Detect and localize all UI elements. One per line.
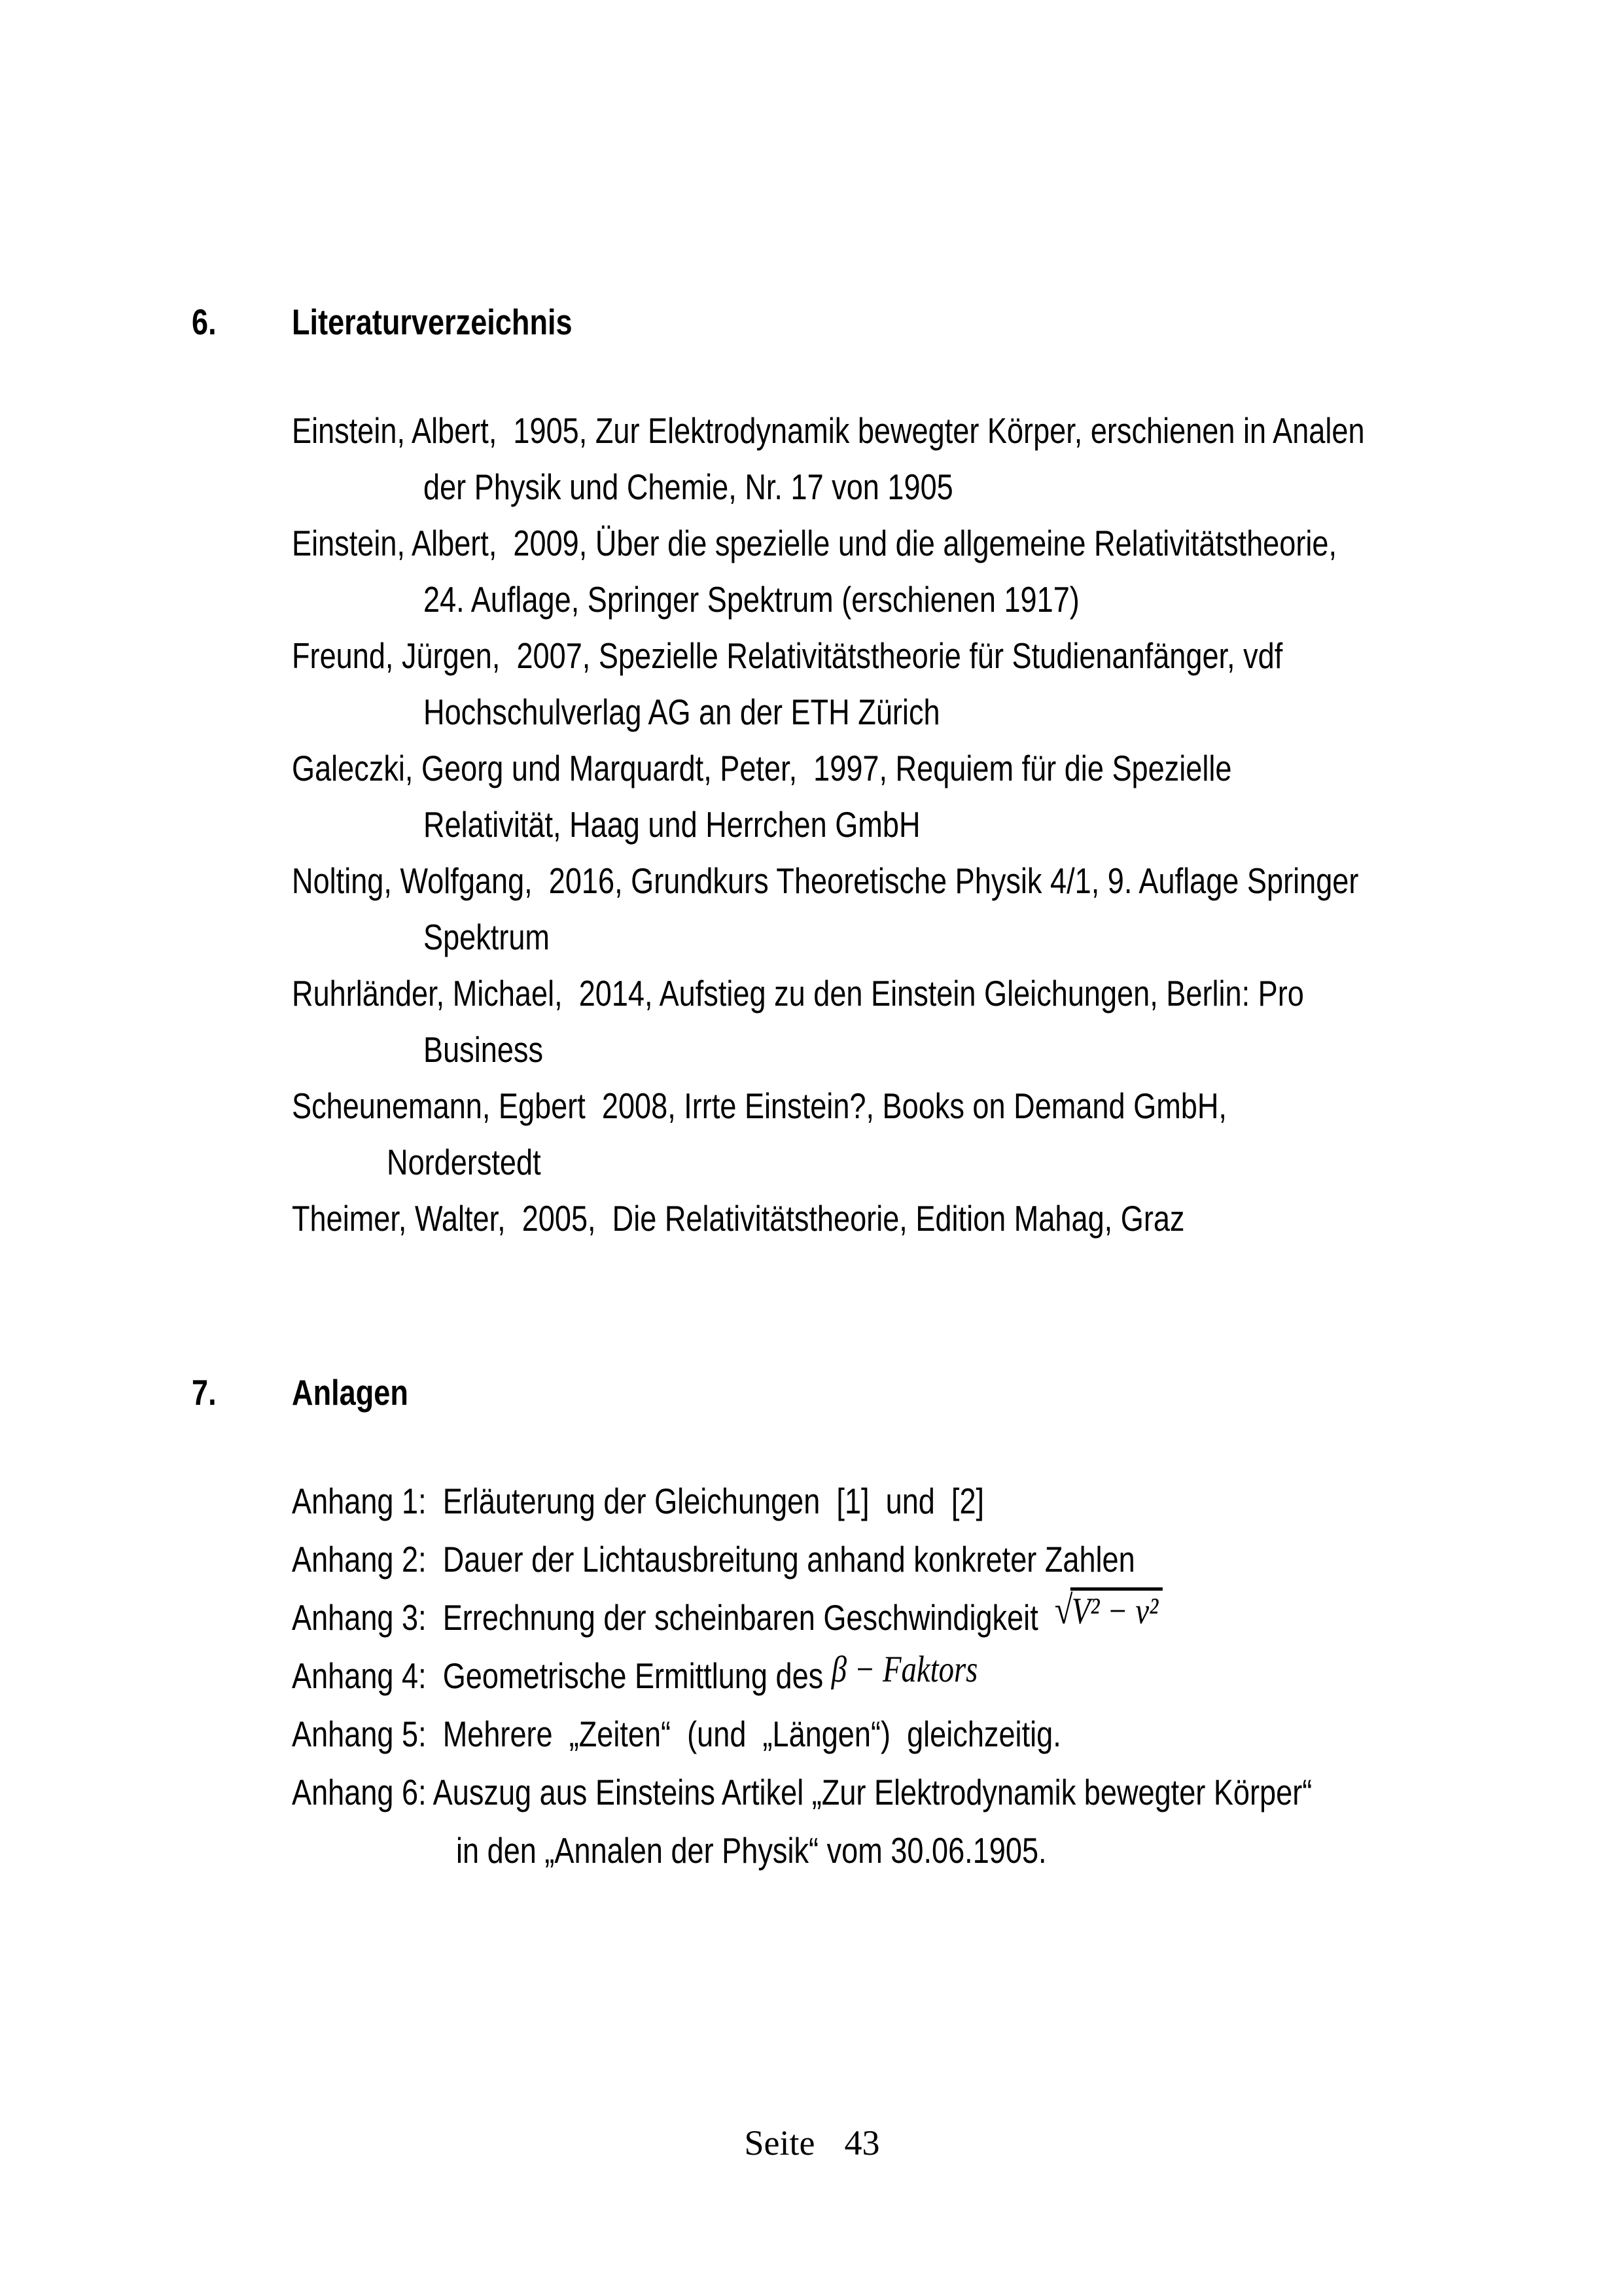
bibliography-list — [292, 402, 1600, 1246]
appendix-line-continuation: in den „Annalen der Physik“ vom 30.06.1905. — [456, 1830, 1047, 1871]
reference-line: Theimer, Walter, 2005, Die Relativitätstheorie, Edition Mahag, Graz — [292, 1198, 1185, 1239]
reference-line: Norderstedt — [387, 1142, 541, 1182]
reference-line: der Physik und Chemie, Nr. 17 von 1905 — [423, 467, 953, 507]
reference-line: Business — [423, 1029, 544, 1070]
reference-line: Ruhrländer, Michael, 2014, Aufstieg zu den Einstein Gleichungen, Berlin: Pro — [292, 973, 1304, 1014]
reference-line: Nolting, Wolfgang, 2016, Grundkurs Theoretische Physik 4/1, 9. Auflage Springer — [292, 860, 1359, 901]
footer-page-number: 43 — [844, 2123, 880, 2163]
footer-page-label: Seite — [744, 2123, 815, 2163]
reference-line: Spektrum — [423, 917, 550, 957]
appendix-list — [292, 1472, 1536, 1880]
appendix-line: Anhang 6: Auszug aus Einsteins Artikel „Zur Elektrodynamik bewegter Körper“ — [292, 1772, 1313, 1812]
appendix-line: Anhang 3: Errechnung der scheinbaren Geschwindigkeit √V² − v² — [292, 1589, 1536, 1647]
appendix-line: Anhang 2: Dauer der Lichtausbreitung anhand konkreter Zahlen — [292, 1539, 1135, 1580]
radicand: V² − v² — [1070, 1587, 1162, 1631]
appendix-line: Anhang 4: Geometrische Ermittlung des β − Faktors — [292, 1649, 978, 1696]
sqrt-formula — [1055, 1587, 1163, 1631]
reference-line: Hochschulverlag AG an der ETH Zürich — [423, 692, 940, 732]
beta-factor-formula: β − Faktors — [831, 1649, 978, 1690]
appendix-line: Anhang 1: Erläuterung der Gleichungen [1] und [2] — [292, 1481, 985, 1521]
section-7-number: 7. — [192, 1372, 217, 1413]
reference-line: Galeczki, Georg und Marquardt, Peter, 1997, Requiem für die Spezielle — [292, 748, 1232, 788]
section-6-number: 6. — [192, 302, 217, 342]
radical-sign: √ — [1054, 1588, 1071, 1633]
page-footer — [0, 2123, 1624, 2163]
section-6-title: Literaturverzeichnis — [292, 302, 573, 342]
reference-line: Freund, Jürgen, 2007, Spezielle Relativitätstheorie für Studienanfänger, vdf — [292, 635, 1283, 676]
reference-line: Einstein, Albert, 2009, Über die spezielle und die allgemeine Relativitätstheorie, — [292, 523, 1337, 563]
reference-line: 24. Auflage, Springer Spektrum (erschienen 1917) — [423, 579, 1080, 620]
appendix-line: Anhang 5: Mehrere „Zeiten“ (und „Längen“) gleichzeitig. — [292, 1714, 1061, 1754]
reference-line: Scheunemann, Egbert 2008, Irrte Einstein?, Books on Demand GmbH, — [292, 1086, 1227, 1126]
reference-line: Einstein, Albert, 1905, Zur Elektrodynamik bewegter Körper, erschienen in Analen — [292, 410, 1365, 451]
section-7-title: Anlagen — [292, 1372, 408, 1413]
reference-line: Relativität, Haag und Herrchen GmbH — [423, 804, 921, 845]
